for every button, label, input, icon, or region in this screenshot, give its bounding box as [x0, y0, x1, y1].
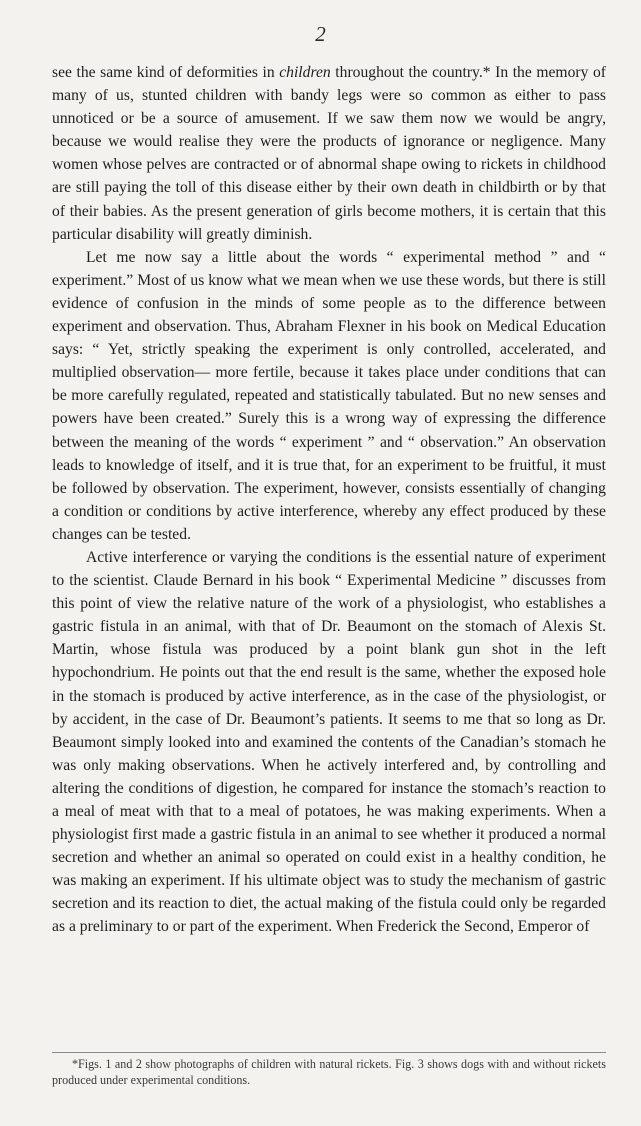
- page-number: 2: [315, 22, 326, 46]
- body-text: [52, 61, 606, 939]
- footnote-divider: [52, 1052, 606, 1053]
- paragraph-3: Active interference or varying the conditions is the essential nature of experiment to the scientist. Claude Bernard in his book “ Experimental Medicine ” discusses from this point of view the relative nature of the work of a physiologist, who establishes a gastric fistula in an animal, with that of Dr. Beaumont on the stomach of Alexis St. Martin, whose fistula was produced by a point blank gun shot in the left hypochondrium. He points out that the end result is the same, whether the exposed hole in the stomach is produced by active interference, as in the case of the physiologist, or by accident, in the case of Dr. Beaumont’s patients. It seems to me that so long as Dr. Beaumont simply looked into and examined the contents of the Canadian’s stomach he was only making observations. When he actively interfered and, by controlling and altering the conditions of digestion, he compared for instance the stomach’s reaction to a meal of meat with that to a meal of potatoes, he was making experiments. When a physiologist first made a gastric fistula in an animal to see whether it produced a normal secretion and whether an animal so operated on could exist in a healthy condition, he was making an experiment. If his ultimate object was to study the mechanism of gastric secretion and its reaction to diet, the actual making of the fistula could only be regarded as a preliminary to or part of the experiment. When Frederick the Second, Emperor of: [52, 548, 606, 936]
- paragraph-1-emphasis: children: [279, 64, 331, 81]
- paragraph-1: [52, 61, 606, 246]
- footnote: *Figs. 1 and 2 show photographs of children with natural rickets. Fig. 3 shows dogs with and without rickets produced under experimental conditions.: [52, 1057, 606, 1087]
- paragraph-2: Let me now say a little about the words “ experimental method ” and “ experiment.” Most of us know what we mean when we use these words, but there is still evidence of confusion in the minds of some people as to the difference between experiment and observation. Thus, Abraham Flexner in his book on Medical Education says: “ Yet, strictly speaking the experiment is only controlled, accelerated, and multiplied observation— more fertile, because it takes place under conditions that can be more carefully regulated, repeated and statistically tabulated. But no new senses and powers have been created.” Surely this is a wrong way of expressing the difference between the meaning of the words “ experiment ” and “ observation.” An observation leads to knowledge of itself, and it is true that, for an experiment to be fruitful, it must be followed by observation. The experiment, however, consists essentially of changing a condition or conditions by active interference, whereby any effect produced by these changes can be tested.: [52, 248, 606, 543]
- paragraph-1-after: throughout the country.* In the memory of many of us, stunted children with bandy legs were so common as either to pass unnoticed or be a source of amusement. If we saw them now we would be angry, because we would realise they were the products of ignorance or negligence. Many women whose pelves are contracted or of abnormal shape owing to rickets in childhood are still paying the toll of this disease either by their own death in childbirth or by that of their babies. As the present generation of girls become mothers, it is certain that this particular disability will greatly diminish.: [52, 64, 606, 243]
- paragraph-1-before: see the same kind of deformities in: [52, 64, 280, 81]
